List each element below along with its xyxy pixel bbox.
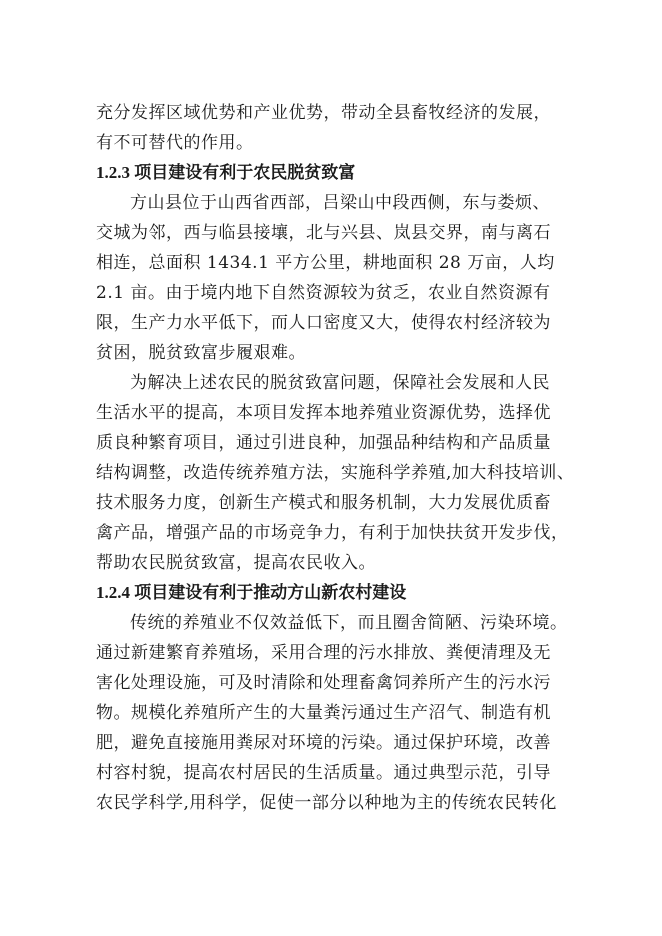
paragraph-line: 生活水平的提高，本项目发挥本地养殖业资源优势，选择优 <box>96 403 551 423</box>
paragraph-line: 相连，总面积 1434.1 平方公里，耕地面积 28 万亩，人均 <box>96 253 555 273</box>
paragraph-line: 交城为邻，西与临县接壤，北与兴县、岚县交界，南与离石 <box>96 223 551 243</box>
paragraph-line: 物。规模化养殖所产生的大量粪污通过生产沼气、制造有机 <box>96 703 551 723</box>
paragraph-line: 有不可替代的作用。 <box>96 133 254 153</box>
paragraph-line: 为解决上述农民的脱贫致富问题，保障社会发展和人民 <box>130 373 550 393</box>
section-heading-1-2-3: 1.2.3 项目建设有利于农民脱贫致富 <box>96 163 356 182</box>
section-heading-1-2-4: 1.2.4 项目建设有利于推动方山新农村建设 <box>96 583 407 602</box>
paragraph-line: 传统的养殖业不仅效益低下，而且圈舍简陋、污染环境。 <box>130 613 568 633</box>
paragraph-line: 技术服务力度，创新生产模式和服务机制，大力发展优质畜 <box>96 493 551 513</box>
paragraph-line: 2.1 亩。由于境内地下自然资源较为贫乏，农业自然资源有 <box>96 283 551 303</box>
paragraph-line: 质良种繁育项目，通过引进良种，加强品种结构和产品质量 <box>96 433 551 453</box>
paragraph-line: 限，生产力水平低下，而人口密度又大，使得农村经济较为 <box>96 313 551 333</box>
paragraph-line: 贫困，脱贫致富步履艰难。 <box>96 343 306 363</box>
paragraph-line: 通过新建繁育养殖场，采用合理的污水排放、粪便清理及无 <box>96 643 551 663</box>
paragraph-line: 充分发挥区域优势和产业优势，带动全县畜牧经济的发展， <box>96 103 551 123</box>
paragraph-line: 农民学科学,用科学，促使一部分以种地为主的传统农民转化 <box>96 793 557 813</box>
paragraph-line: 结构调整，改造传统养殖方法，实施科学养殖,加大科技培训、 <box>96 463 575 483</box>
paragraph-line: 方山县位于山西省西部，吕梁山中段西侧，东与娄烦、 <box>130 193 550 213</box>
paragraph-line: 村容村貌，提高农村居民的生活质量。通过典型示范，引导 <box>96 763 551 783</box>
paragraph-line: 害化处理设施，可及时清除和处理畜禽饲养所产生的污水污 <box>96 673 551 693</box>
paragraph-line: 禽产品，增强产品的市场竞争力，有利于加快扶贫开发步伐， <box>96 523 569 543</box>
paragraph-line: 肥，避免直接施用粪尿对环境的污染。通过保护环境，改善 <box>96 733 551 753</box>
paragraph-line: 帮助农民脱贫致富，提高农民收入。 <box>96 553 376 573</box>
